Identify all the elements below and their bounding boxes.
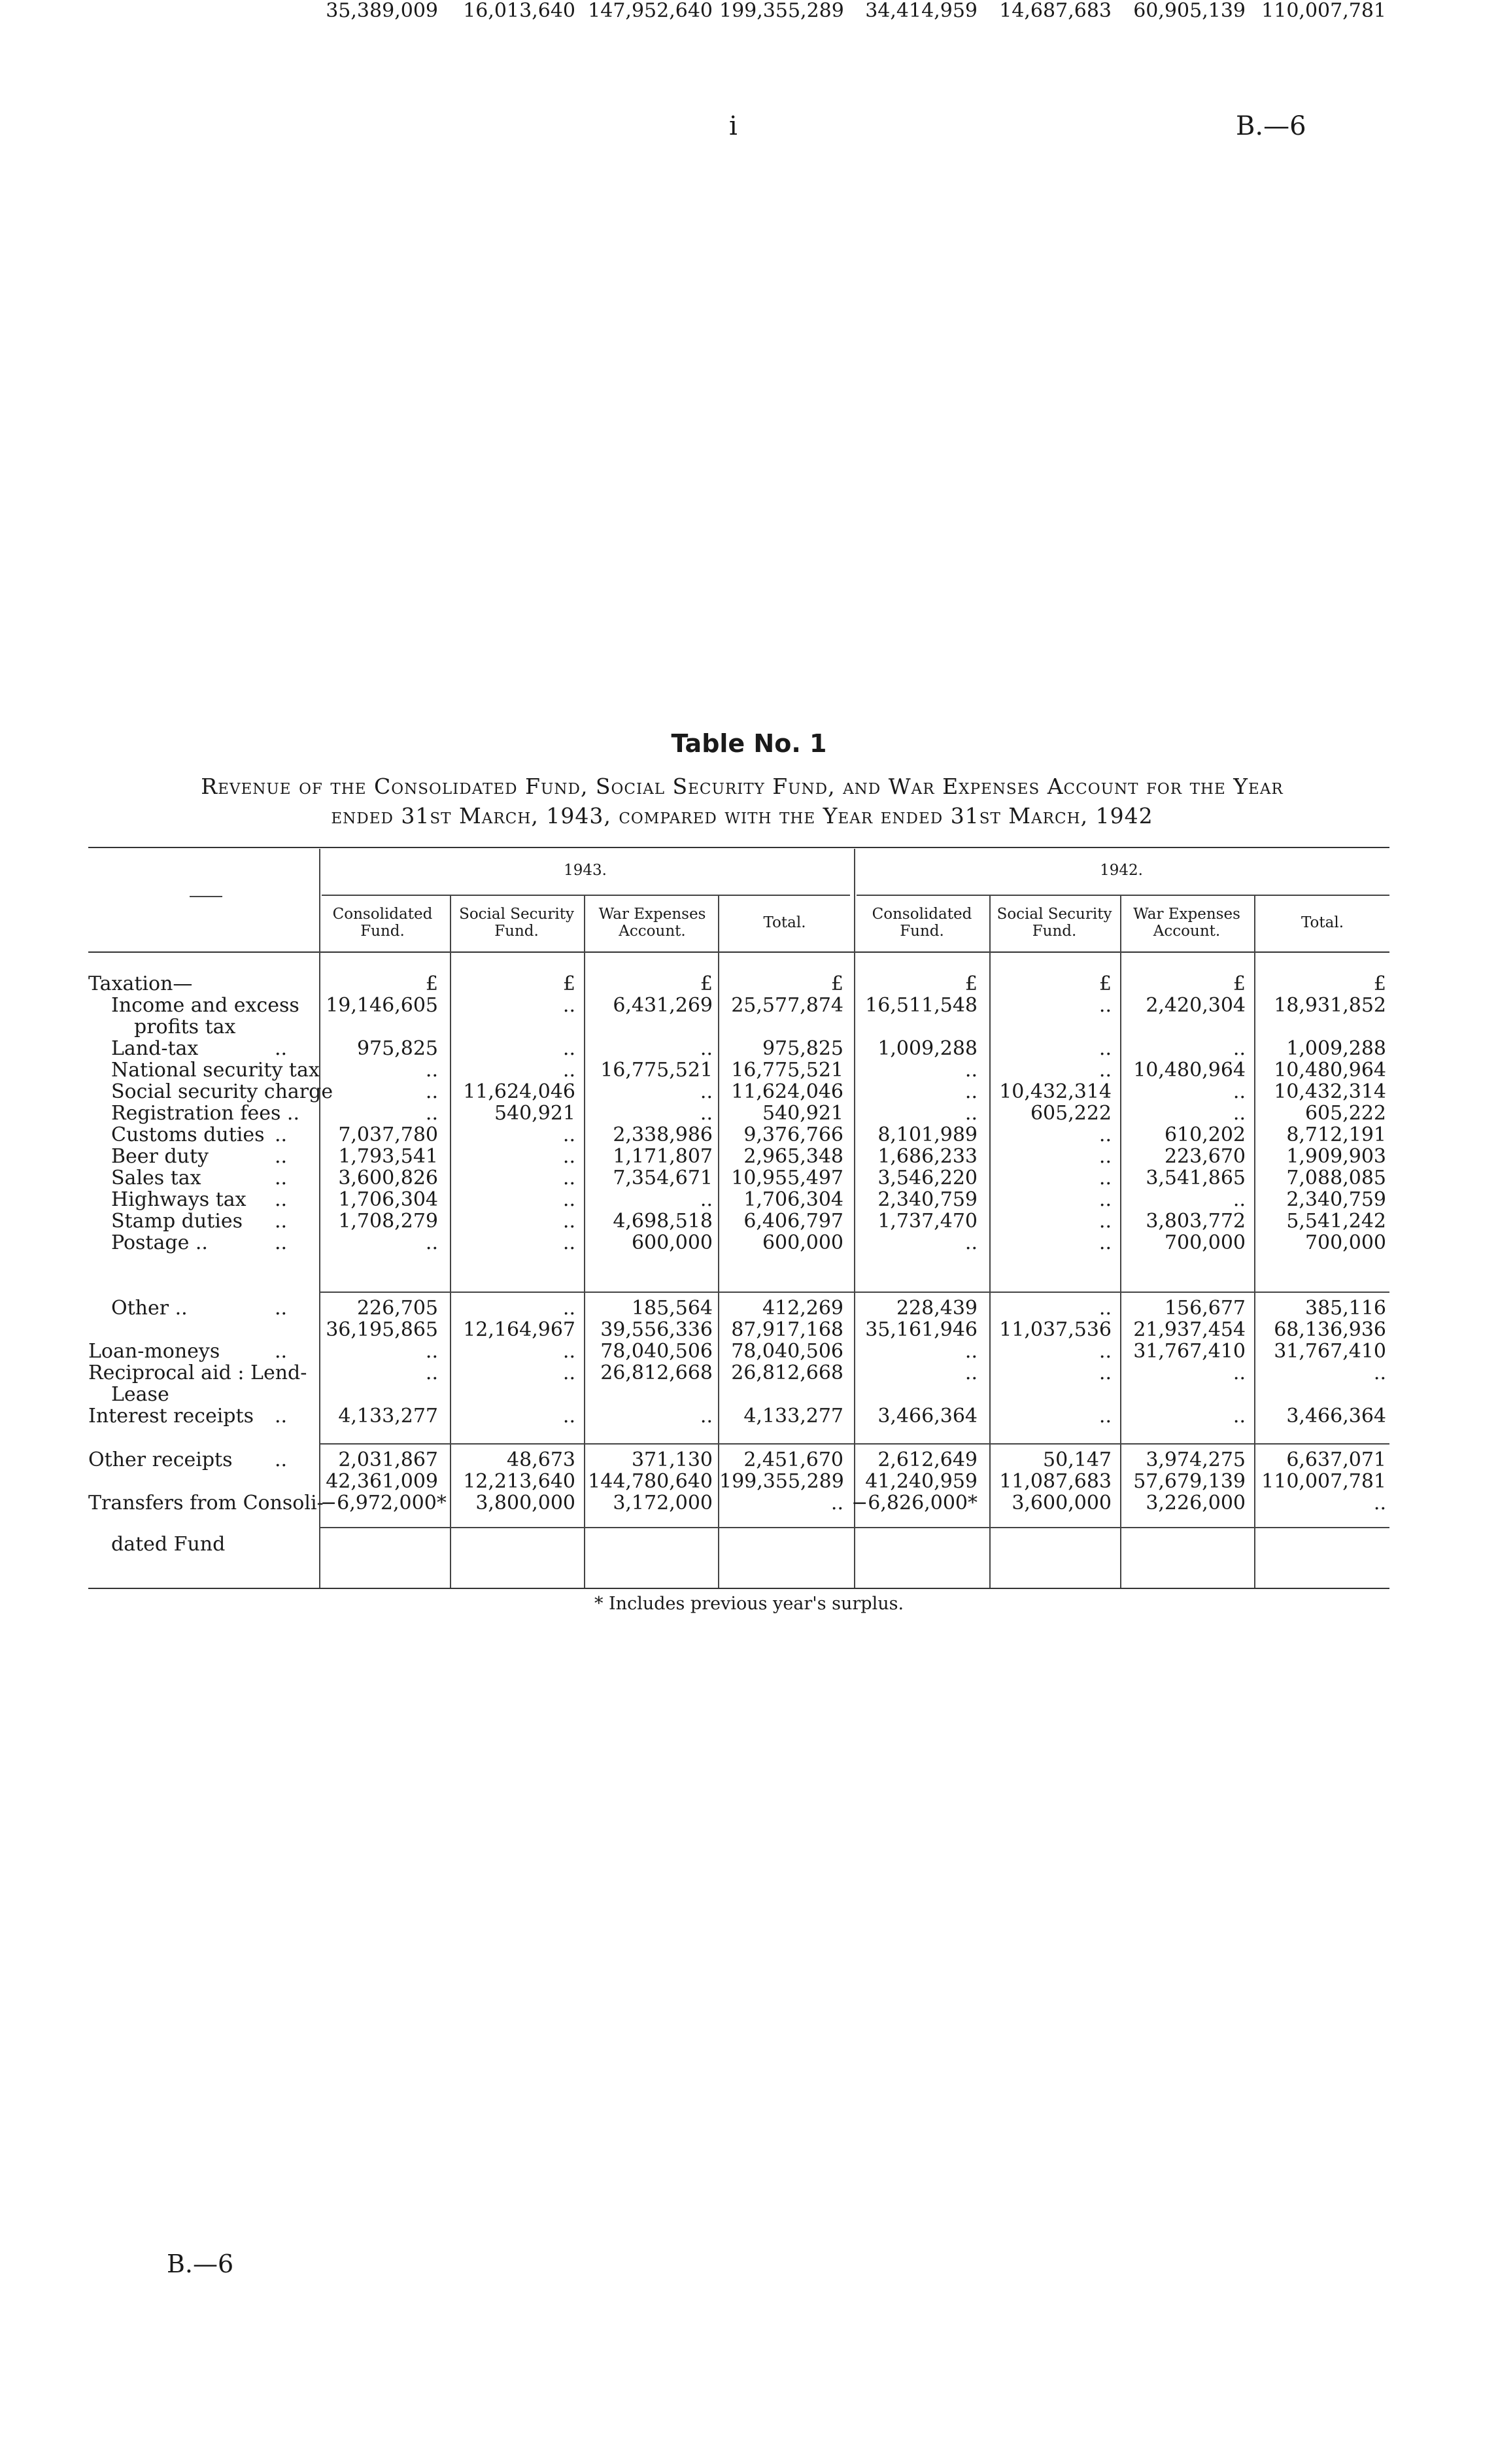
row-label: Transfers from Consoli-	[88, 1492, 324, 1514]
cell-col-4: 600,000	[762, 1231, 843, 1254]
cell-col-3: 1,171,807	[613, 1145, 713, 1168]
cell-col-6: ..	[1098, 1059, 1112, 1082]
cell-col-4: 540,921	[762, 1102, 843, 1125]
cell-col-2: 540,921	[494, 1102, 575, 1125]
col-header-2-line-1: Social Security	[459, 906, 574, 923]
table-top-rule	[88, 847, 1389, 848]
cell-col-8: 3,466,364	[1286, 1405, 1386, 1428]
cell-col-5: 35,161,946	[865, 1318, 978, 1341]
cell-col-1: 36,195,865	[326, 1318, 438, 1341]
table-row	[0, 1059, 1498, 1081]
cell-col-4: 6,406,797	[743, 1210, 843, 1233]
cell-col-4: 16,775,521	[731, 1059, 843, 1082]
row-label: Registration fees ..	[111, 1102, 300, 1125]
cell-col-5: ..	[964, 1231, 978, 1254]
col-header-7-line-2: Account.	[1153, 923, 1221, 940]
cell-col-7: 3,803,772	[1146, 1210, 1246, 1233]
row-label: Sales tax	[111, 1167, 201, 1189]
cell-col-6: 11,087,683	[999, 1470, 1112, 1493]
table-row	[0, 1341, 1498, 1362]
cell-col-5: 3,466,364	[877, 1405, 978, 1428]
row-label: profits tax	[134, 1016, 236, 1038]
cell-col-1: −6,972,000*	[320, 1492, 447, 1514]
cell-col-4: 25,577,874	[731, 994, 843, 1017]
cell-col-2: ..	[562, 994, 575, 1017]
cell-col-7: ..	[1233, 1188, 1246, 1211]
row-label: Social security charge	[111, 1080, 333, 1103]
row-label: Customs duties	[111, 1123, 265, 1146]
col-header-1-line-1: Consolidated	[332, 906, 433, 923]
row-label: Highways tax	[111, 1188, 247, 1211]
cell-col-2: ..	[562, 1123, 575, 1146]
title-line-2: ended 31st March, 1943, compared with the Year ended 31st March, 1942	[331, 803, 1153, 829]
table-row	[0, 1232, 1498, 1254]
cell-col-3: 16,775,521	[600, 1059, 713, 1082]
cell-col-7: 2,420,304	[1146, 994, 1246, 1017]
cell-col-1: 1,706,304	[338, 1188, 438, 1211]
cell-col-2: ..	[562, 1361, 575, 1384]
col-header-8-line-1: Total.	[1301, 914, 1344, 931]
cell-col-1: 7,037,780	[338, 1123, 438, 1146]
row-leader-dots: ..	[275, 1340, 288, 1363]
cell-col-1: ..	[425, 1059, 438, 1082]
cell-col-4: 26,812,668	[731, 1361, 843, 1384]
cell-col-8: 110,007,781	[1261, 1470, 1386, 1493]
cell-col-1: 3,600,826	[338, 1167, 438, 1189]
cell-col-7: ..	[1233, 1102, 1246, 1125]
cell-col-6: ..	[1098, 1037, 1112, 1060]
table-row	[0, 1319, 1498, 1341]
cell-col-8: 1,909,903	[1286, 1145, 1386, 1168]
cell-col-1: £	[425, 972, 438, 995]
cell-col-2: £	[562, 972, 575, 995]
cell-col-7: 57,679,139	[1133, 1470, 1246, 1493]
table-row	[0, 1471, 1498, 1492]
cell-col-6: ..	[1098, 1145, 1112, 1168]
year-heading-1942: 1942.	[1100, 862, 1143, 879]
cell-col-8: 31,767,410	[1274, 1340, 1386, 1363]
cell-col-6: ..	[1098, 1297, 1112, 1320]
cell-col-2: 3,800,000	[475, 1492, 575, 1514]
col-header-5-line-1: Consolidated	[872, 906, 972, 923]
table-row	[0, 1103, 1498, 1124]
cell-col-3: ..	[700, 1102, 713, 1125]
cell-col-8: ..	[1373, 1492, 1386, 1514]
cell-col-3: 4,698,518	[613, 1210, 713, 1233]
cell-col-6: ..	[1098, 1405, 1112, 1428]
col-header-8	[1255, 914, 1389, 931]
cell-col-5: 41,240,959	[865, 1470, 978, 1493]
row-label: National security tax	[111, 1059, 320, 1082]
cell-col-3: 39,556,336	[600, 1318, 713, 1341]
row-leader-dots: ..	[275, 1188, 288, 1211]
cell-col-2: ..	[562, 1405, 575, 1428]
table-row	[0, 1384, 1498, 1405]
cell-col-7: ..	[1233, 1405, 1246, 1428]
cell-col-4: 2,451,670	[743, 1448, 843, 1471]
header-dash	[190, 896, 222, 897]
cell-col-8: 110,007,781	[1261, 0, 1386, 22]
col-header-1	[320, 906, 445, 940]
col-header-6-line-1: Social Security	[996, 906, 1112, 923]
cell-col-7: 10,480,964	[1133, 1059, 1246, 1082]
subtotal-rule	[320, 1443, 1389, 1445]
cell-col-5: 1,737,470	[877, 1210, 978, 1233]
cell-col-6: 10,432,314	[999, 1080, 1112, 1103]
row-label: Other ..	[111, 1297, 188, 1320]
col-header-2-line-2: Fund.	[494, 923, 539, 940]
table-title	[85, 772, 1399, 830]
table-row	[0, 995, 1498, 1016]
table-number: Table No. 1	[671, 729, 827, 758]
cell-col-6: ..	[1098, 1123, 1112, 1146]
cell-col-3: 78,040,506	[600, 1340, 713, 1363]
cell-col-6: ..	[1098, 994, 1112, 1017]
cell-col-6: 11,037,536	[999, 1318, 1112, 1341]
cell-col-6: ..	[1098, 1188, 1112, 1211]
cell-col-1: 19,146,605	[326, 994, 438, 1017]
row-leader-dots: ..	[275, 1405, 288, 1428]
cell-col-2: ..	[562, 1037, 575, 1060]
cell-col-5: 3,546,220	[877, 1167, 978, 1189]
cell-col-4: 78,040,506	[731, 1340, 843, 1363]
row-label: Interest receipts	[88, 1405, 254, 1428]
col-header-1-line-2: Fund.	[360, 923, 405, 940]
cell-col-4: 975,825	[762, 1037, 843, 1060]
cell-col-4: £	[830, 972, 843, 995]
col-header-5	[857, 906, 987, 940]
cell-col-3: 3,172,000	[613, 1492, 713, 1514]
row-label: Postage ..	[111, 1231, 208, 1254]
cell-col-1: ..	[425, 1231, 438, 1254]
row-label: Beer duty	[111, 1145, 209, 1168]
cell-col-3: 147,952,640	[588, 0, 713, 22]
cell-col-2: 12,213,640	[463, 1470, 575, 1493]
cell-col-8: £	[1373, 972, 1386, 995]
cell-col-7: 60,905,139	[1133, 0, 1246, 22]
cell-col-3: ..	[700, 1405, 713, 1428]
cell-col-8: 68,136,936	[1274, 1318, 1386, 1341]
cell-col-1: 1,708,279	[338, 1210, 438, 1233]
table-row	[0, 1449, 1498, 1471]
cell-col-5: ..	[964, 1080, 978, 1103]
cell-col-3: ..	[700, 1080, 713, 1103]
cell-col-8: 385,116	[1304, 1297, 1386, 1320]
table-row	[0, 1492, 1498, 1514]
table-bottom-rule	[88, 1588, 1389, 1589]
cell-col-2: 11,624,046	[463, 1080, 575, 1103]
cell-col-2: 16,013,640	[463, 0, 575, 22]
row-leader-dots: ..	[275, 1037, 288, 1060]
row-leader-dots: ..	[275, 1145, 288, 1168]
col-header-7	[1121, 906, 1252, 940]
cell-col-1: 2,031,867	[338, 1448, 438, 1471]
cell-col-1: 975,825	[356, 1037, 438, 1060]
row-label: Land-tax	[111, 1037, 199, 1060]
cell-col-2: ..	[562, 1059, 575, 1082]
cell-col-1: ..	[425, 1340, 438, 1363]
col-header-3-line-2: Account.	[619, 923, 686, 940]
total-rule	[320, 1527, 1389, 1528]
cell-col-5: 1,009,288	[877, 1037, 978, 1060]
cell-col-4: 1,706,304	[743, 1188, 843, 1211]
cell-col-1: ..	[425, 1361, 438, 1384]
row-leader-dots: ..	[275, 1297, 288, 1320]
year-heading-1943: 1943.	[564, 862, 607, 879]
cell-col-5: 228,439	[896, 1297, 978, 1320]
cell-col-3: 2,338,986	[613, 1123, 713, 1146]
cell-col-2: 12,164,967	[463, 1318, 575, 1341]
cell-col-6: ..	[1098, 1231, 1112, 1254]
cell-col-8: 2,340,759	[1286, 1188, 1386, 1211]
cell-col-4: 11,624,046	[731, 1080, 843, 1103]
cell-col-5: ..	[964, 1059, 978, 1082]
cell-col-3: 185,564	[631, 1297, 713, 1320]
cell-col-7: 156,677	[1164, 1297, 1246, 1320]
cell-col-2: ..	[562, 1297, 575, 1320]
cell-col-3: 144,780,640	[588, 1470, 713, 1493]
cell-col-6: 14,687,683	[999, 0, 1112, 22]
cell-col-1: 226,705	[356, 1297, 438, 1320]
table-row	[0, 1210, 1498, 1232]
col-header-6-line-2: Fund.	[1032, 923, 1077, 940]
cell-col-8: 1,009,288	[1286, 1037, 1386, 1060]
cell-col-5: 16,511,548	[865, 994, 978, 1017]
table-row	[0, 1016, 1498, 1038]
col-header-2	[451, 906, 582, 940]
cell-col-7: 31,767,410	[1133, 1340, 1246, 1363]
cell-col-1: ..	[425, 1102, 438, 1125]
cell-col-6: ..	[1098, 1340, 1112, 1363]
cell-col-4: 199,355,289	[719, 0, 844, 22]
cell-col-1: 1,793,541	[338, 1145, 438, 1168]
cell-col-8: 7,088,085	[1286, 1167, 1386, 1189]
cell-col-6: ..	[1098, 1210, 1112, 1233]
cell-col-3: £	[700, 972, 713, 995]
table-row	[0, 1038, 1498, 1059]
table-row	[0, 1167, 1498, 1189]
table-row	[0, 973, 1498, 995]
cell-col-8: 700,000	[1304, 1231, 1386, 1254]
col-header-4-line-1: Total.	[763, 914, 806, 931]
cell-col-1: 4,133,277	[338, 1405, 438, 1428]
cell-col-2: ..	[562, 1167, 575, 1189]
cell-col-8: 5,541,242	[1286, 1210, 1386, 1233]
cell-col-7: 3,226,000	[1146, 1492, 1246, 1514]
cell-col-5: ..	[964, 1361, 978, 1384]
cell-col-7: £	[1233, 972, 1246, 995]
cell-col-4: 4,133,277	[743, 1405, 843, 1428]
cell-col-5: 1,686,233	[877, 1145, 978, 1168]
cell-col-6: 3,600,000	[1012, 1492, 1112, 1514]
header-bottom-rule	[88, 951, 1389, 953]
year-1942-rule	[857, 895, 1389, 896]
footnote: * Includes previous year's surplus.	[594, 1594, 904, 1614]
table-row	[0, 1189, 1498, 1210]
col-header-6	[991, 906, 1118, 940]
cell-col-5: ..	[964, 1102, 978, 1125]
table-row	[0, 0, 1498, 22]
table-row	[0, 1081, 1498, 1103]
cell-col-5: £	[964, 972, 978, 995]
cell-col-8: 605,222	[1304, 1102, 1386, 1125]
footer-document-code: B.—6	[167, 2250, 234, 2278]
row-label: dated Fund	[111, 1533, 226, 1556]
cell-col-6: ..	[1098, 1361, 1112, 1384]
cell-col-2: ..	[562, 1188, 575, 1211]
col-header-5-line-2: Fund.	[900, 923, 944, 940]
cell-col-6: 605,222	[1030, 1102, 1112, 1125]
cell-col-8: 8,712,191	[1286, 1123, 1386, 1146]
cell-col-5: 34,414,959	[865, 0, 978, 22]
row-label: Loan-moneys	[88, 1340, 220, 1363]
row-leader-dots: ..	[275, 1448, 288, 1471]
row-leader-dots: ..	[275, 1167, 288, 1189]
cell-col-8: 10,480,964	[1274, 1059, 1386, 1082]
cell-col-7: ..	[1233, 1361, 1246, 1384]
cell-col-5: 2,340,759	[877, 1188, 978, 1211]
cell-col-7: ..	[1233, 1080, 1246, 1103]
table-row	[0, 1362, 1498, 1384]
cell-col-5: ..	[964, 1340, 978, 1363]
cell-col-6: £	[1098, 972, 1112, 995]
cell-col-2: ..	[562, 1231, 575, 1254]
cell-col-8: 10,432,314	[1274, 1080, 1386, 1103]
cell-col-4: 10,955,497	[731, 1167, 843, 1189]
table-row	[0, 1405, 1498, 1427]
row-label: Reciprocal aid : Lend-	[88, 1361, 307, 1384]
cell-col-1: 35,389,009	[326, 0, 438, 22]
cell-col-5: 8,101,989	[877, 1123, 978, 1146]
cell-col-4: 87,917,168	[731, 1318, 843, 1341]
cell-col-7: 21,937,454	[1133, 1318, 1246, 1341]
table-row	[0, 1146, 1498, 1167]
cell-col-4: 199,355,289	[719, 1470, 844, 1493]
page-number: i	[729, 111, 738, 141]
cell-col-7: 223,670	[1164, 1145, 1246, 1168]
cell-col-7: 700,000	[1164, 1231, 1246, 1254]
cell-col-6: 50,147	[1043, 1448, 1112, 1471]
cell-col-4: 412,269	[762, 1297, 843, 1320]
subtotal-rule	[320, 1292, 1389, 1293]
col-header-3	[585, 906, 719, 940]
col-header-7-line-1: War Expenses	[1133, 906, 1240, 923]
row-label: Other receipts	[88, 1448, 233, 1471]
cell-col-2: ..	[562, 1210, 575, 1233]
table-row	[0, 1124, 1498, 1146]
cell-col-7: ..	[1233, 1037, 1246, 1060]
cell-col-4: ..	[830, 1492, 843, 1514]
cell-col-3: 6,431,269	[613, 994, 713, 1017]
cell-col-7: 3,974,275	[1146, 1448, 1246, 1471]
cell-col-5: −6,826,000*	[851, 1492, 978, 1514]
row-label: Income and excess	[111, 994, 299, 1017]
col-header-4	[719, 914, 850, 931]
cell-col-3: 371,130	[631, 1448, 713, 1471]
row-leader-dots: ..	[275, 1231, 288, 1254]
cell-col-1: 42,361,009	[326, 1470, 438, 1493]
cell-col-2: 48,673	[507, 1448, 575, 1471]
cell-col-4: 2,965,348	[743, 1145, 843, 1168]
cell-col-8: 6,637,071	[1286, 1448, 1386, 1471]
table-row	[0, 1533, 1498, 1555]
cell-col-2: ..	[562, 1145, 575, 1168]
cell-col-1: ..	[425, 1080, 438, 1103]
col-header-3-line-1: War Expenses	[598, 906, 706, 923]
row-label: Lease	[111, 1383, 169, 1406]
cell-col-3: ..	[700, 1188, 713, 1211]
title-line-1: Revenue of the Consolidated Fund, Social Security Fund, and War Expenses Account for the Year	[201, 774, 1284, 799]
cell-col-3: 7,354,671	[613, 1167, 713, 1189]
table-row	[0, 1297, 1498, 1319]
cell-col-5: 2,612,649	[877, 1448, 978, 1471]
row-leader-dots: ..	[275, 1123, 288, 1146]
cell-col-3: ..	[700, 1037, 713, 1060]
row-label: Stamp duties	[111, 1210, 243, 1233]
cell-col-7: 610,202	[1164, 1123, 1246, 1146]
year-1943-rule	[322, 895, 850, 896]
row-leader-dots: ..	[275, 1210, 288, 1233]
cell-col-8: ..	[1373, 1361, 1386, 1384]
cell-col-6: ..	[1098, 1167, 1112, 1189]
cell-col-3: 600,000	[631, 1231, 713, 1254]
cell-col-7: 3,541,865	[1146, 1167, 1246, 1189]
cell-col-2: ..	[562, 1340, 575, 1363]
cell-col-4: 9,376,766	[743, 1123, 843, 1146]
cell-col-3: 26,812,668	[600, 1361, 713, 1384]
row-label: Taxation—	[88, 972, 193, 995]
cell-col-8: 18,931,852	[1274, 994, 1386, 1017]
document-code: B.—6	[1236, 111, 1306, 141]
